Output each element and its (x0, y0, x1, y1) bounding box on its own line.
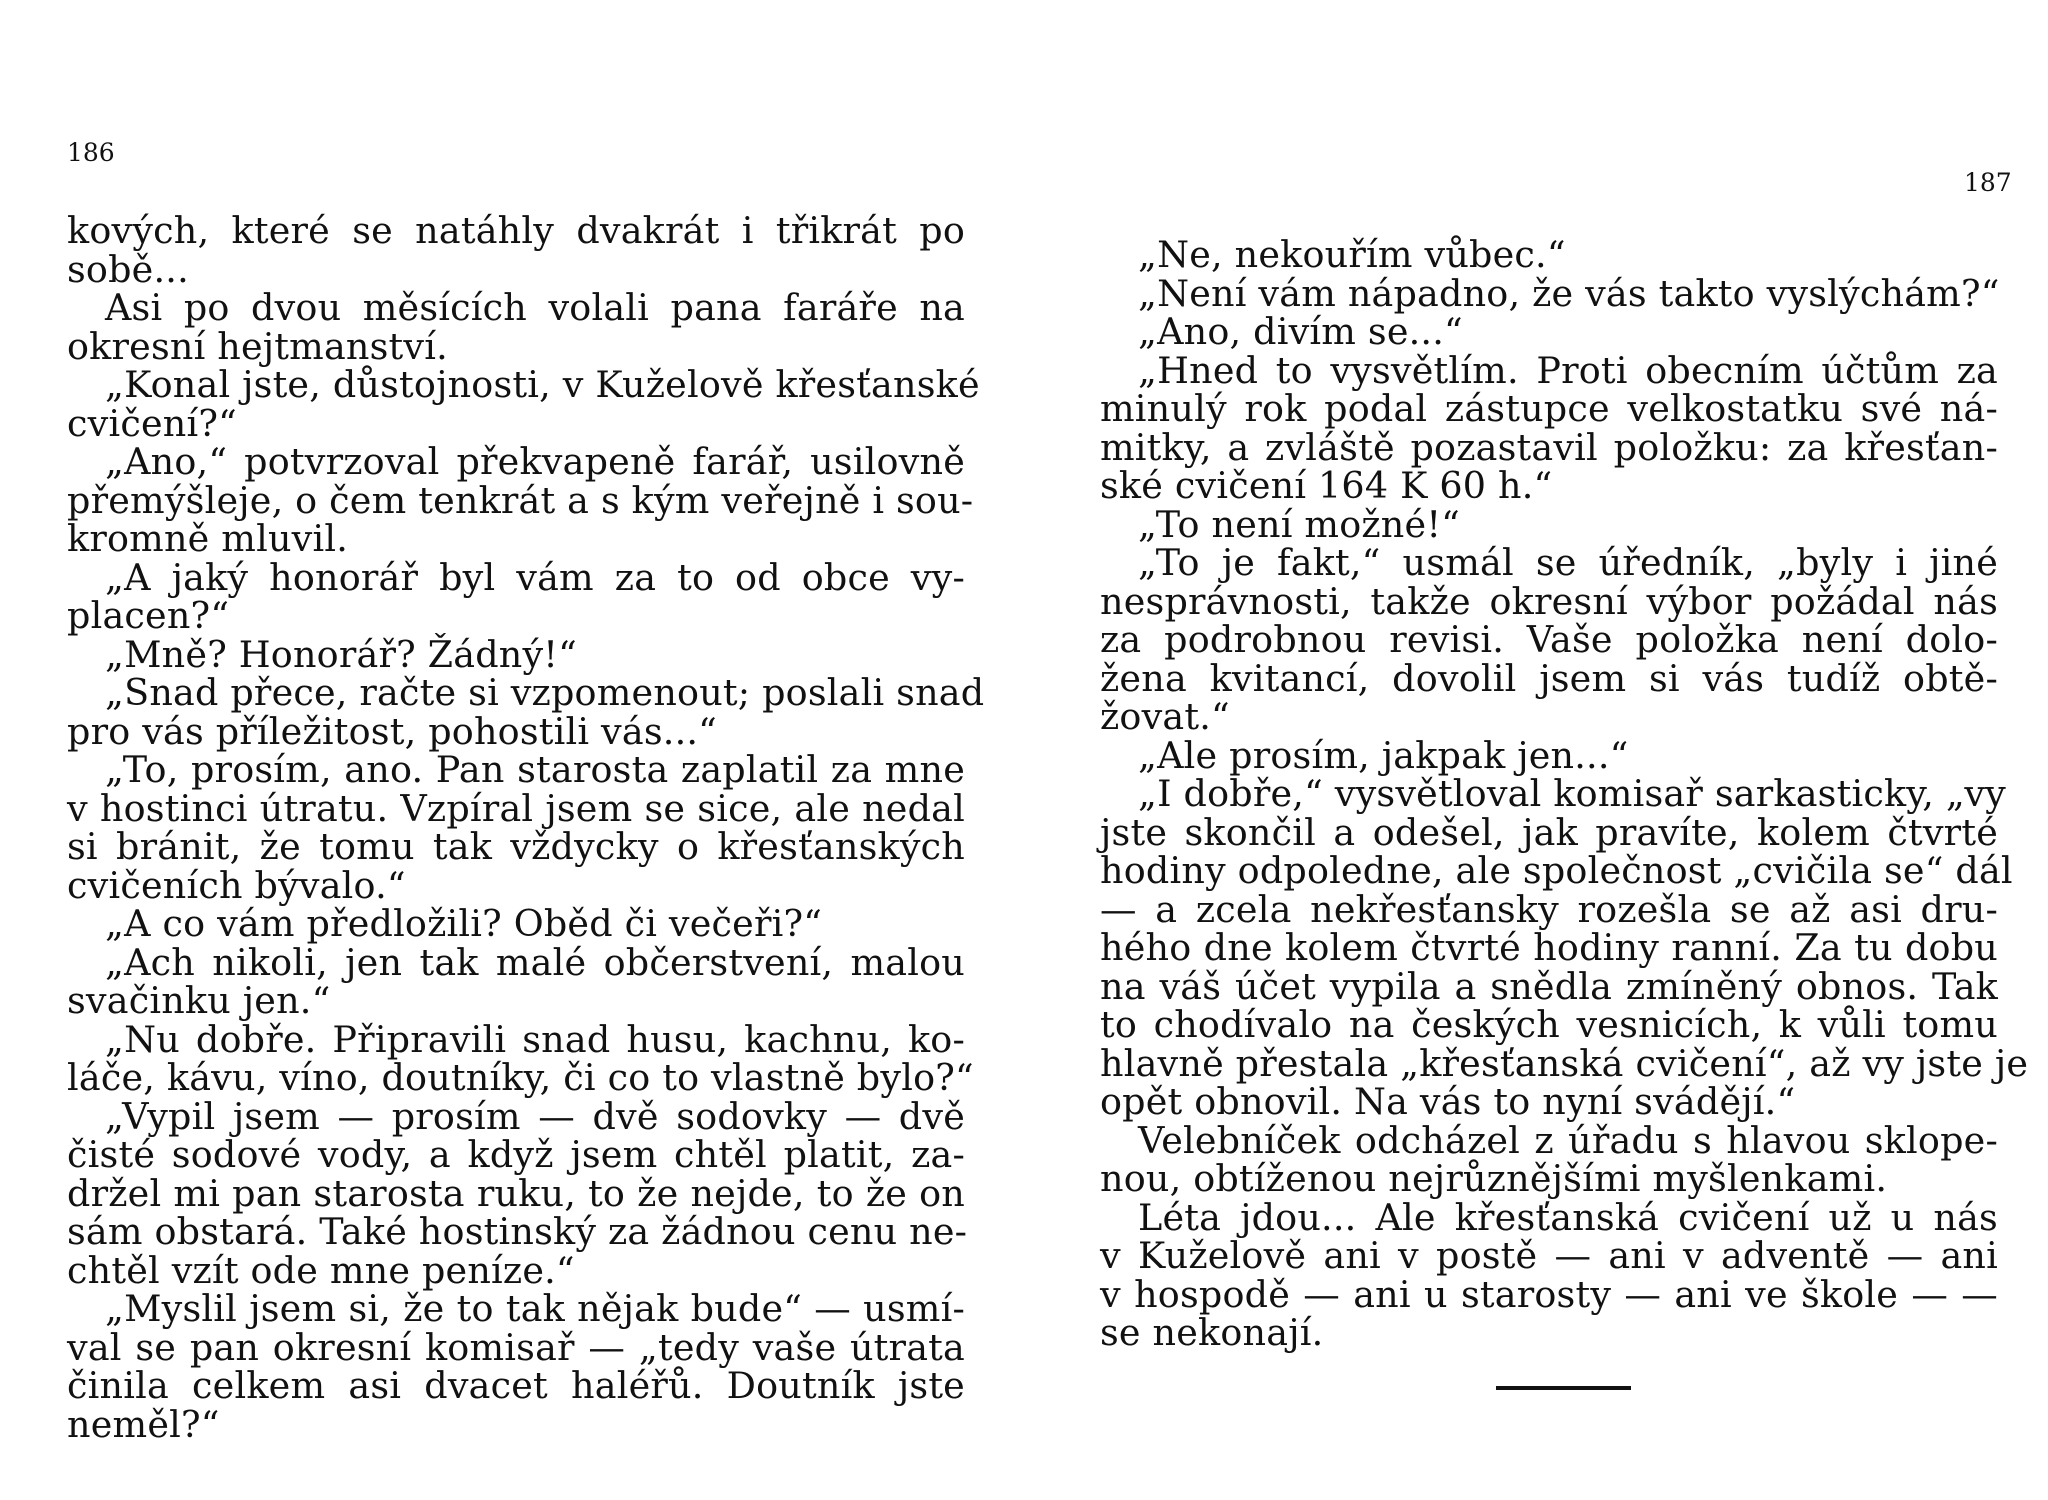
text-line: Asi po dvou měsících volali pana faráře na (105, 286, 965, 329)
text-line: nou, obtíženou nejrůznějšími myšlenkami. (1100, 1157, 1888, 1200)
text-line: chtěl vzít ode mne peníze.“ (67, 1248, 575, 1292)
text-line: se nekonají. (1100, 1311, 1324, 1354)
right-page-number: 187 (1964, 168, 2012, 197)
text-line: cvičeních bývalo.“ (67, 863, 406, 907)
text-line: „Ach nikoli, jen tak malé občerstvení, malou (105, 940, 965, 984)
text-line: neměl?“ (67, 1402, 220, 1446)
right-text-column (1100, 233, 2029, 1354)
text-line: sám obstará. Také hostinský za žádnou cenu ne- (67, 1210, 968, 1253)
text-line: „Ano,“ potvrzoval překvapeně farář, usilovně (105, 440, 965, 483)
text-line: činila celkem asi dvacet haléřů. Doutník jste (67, 1364, 965, 1407)
text-line: cvičení?“ (67, 401, 237, 445)
text-line: to chodívalo na českých vesnicích, k vůli tomu (1100, 1003, 1998, 1046)
text-line: v Kuželově ani v postě — ani v adventě — ani (1100, 1234, 1998, 1277)
left-page-number: 186 (67, 138, 115, 167)
text-line: přemýšleje, o čem tenkrát a s kým veřejně i sou- (67, 478, 974, 522)
text-line: ské cvičení 164 K 60 h.“ (1100, 464, 1553, 507)
text-line: v hospodě — ani u starosty — ani ve škole — — (1100, 1272, 1998, 1316)
text-line: „Snad přece, račte si vzpomenout; poslali snad (105, 671, 985, 714)
text-line: „Hned to vysvětlím. Proti obecním účtům za (1138, 348, 1998, 392)
text-line: placen?“ (67, 594, 230, 637)
text-line: „Ano, divím se...“ (1138, 310, 1463, 353)
right-page (1024, 0, 2048, 1500)
text-line: val se pan okresní komisař — „tedy vaše útrata (67, 1325, 965, 1369)
text-line: „A co vám předložili? Oběd či večeři?“ (105, 902, 823, 945)
text-line: „To není možné!“ (1138, 502, 1461, 546)
text-line: žena kvitancí, dovolil jsem si vás tudíž obtě- (1100, 656, 1998, 700)
text-line: Velebníček odcházel z úřadu s hlavou sklope- (1138, 1118, 1998, 1162)
text-line: hodiny odpoledne, ale společnost „cvičila se“ dál (1100, 849, 2013, 892)
text-line: „Ale prosím, jakpak jen...“ (1138, 733, 1629, 777)
left-text-column (67, 209, 985, 1446)
text-line: na váš účet vypila a snědla zmíněný obnos. Tak (1100, 964, 1998, 1008)
text-line: hlavně přestala „křesťanská cvičení“, až vy jste je (1100, 1041, 2029, 1085)
text-line: držel mi pan starosta ruku, to že nejde, to že on (67, 1171, 965, 1215)
text-line: si bránit, že tomu tak vždycky o křesťanských (67, 825, 965, 868)
text-line: okresní hejtmanství. (67, 324, 448, 368)
text-line: čisté sodové vody, a když jsem chtěl platit, za- (67, 1133, 965, 1176)
text-line: jste skončil a odešel, jak pravíte, kolem čtvrté (1100, 810, 1998, 854)
text-line: pro vás příležitost, pohostili vás...“ (67, 709, 718, 753)
text-line: v hostinci útratu. Vzpíral jsem se sice, ale nedal (67, 786, 965, 830)
text-line: „Ne, nekouřím vůbec.“ (1138, 233, 1566, 276)
text-line: hého dne kolem čtvrté hodiny ranní. Za tu dobu (1100, 926, 1998, 969)
text-line: minulý rok podal zástupce velkostatku své ná- (1100, 387, 1998, 430)
text-line: „Mně? Honorář? Žádný!“ (105, 632, 578, 676)
text-line: láče, kávu, víno, doutníky, či co to vlastně bylo?“ (67, 1056, 974, 1099)
text-line: žovat.“ (1100, 695, 1230, 738)
text-line: „To, prosím, ano. Pan starosta zaplatil za mne (105, 748, 965, 791)
text-line: — a zcela nekřesťansky rozešla se až asi dru- (1100, 887, 1998, 931)
text-line: sobě... (67, 247, 189, 291)
text-line: kových, které se natáhly dvakrát i třikrát po (67, 209, 965, 252)
text-line: „Konal jste, důstojnosti, v Kuželově křesťanské (105, 363, 980, 406)
text-line: „Vypil jsem — prosím — dvě sodovky — dvě (105, 1094, 965, 1138)
text-line: svačinku jen.“ (67, 979, 331, 1022)
text-line: „Nu dobře. Připravili snad husu, kachnu, ko- (105, 1017, 965, 1061)
text-line: za podrobnou revisi. Vaše položka není dolo- (1100, 618, 1998, 661)
text-line: „Není vám nápadno, že vás takto vyslýchám?“ (1138, 271, 2000, 315)
text-line: mitky, a zvláště pozastavil položku: za křesťan- (1100, 425, 1998, 469)
text-line: „I dobře,“ vysvětloval komisař sarkasticky, „vy (1138, 772, 2006, 815)
chapter-end-rule (1496, 1386, 1631, 1390)
text-line: kromně mluvil. (67, 517, 349, 560)
text-line: nesprávnosti, takže okresní výbor požádal nás (1100, 579, 1998, 623)
text-line: „Myslil jsem si, že to tak nějak bude“ — usmí- (105, 1287, 965, 1330)
text-line: Léta jdou... Ale křesťanská cvičení už u nás (1138, 1195, 1998, 1239)
text-line: opět obnovil. Na vás to nyní svádějí.“ (1100, 1080, 1796, 1123)
text-line: „To je fakt,“ usmál se úředník, „byly i jiné (1138, 541, 1998, 584)
text-line: „A jaký honorář byl vám za to od obce vy- (105, 555, 965, 599)
